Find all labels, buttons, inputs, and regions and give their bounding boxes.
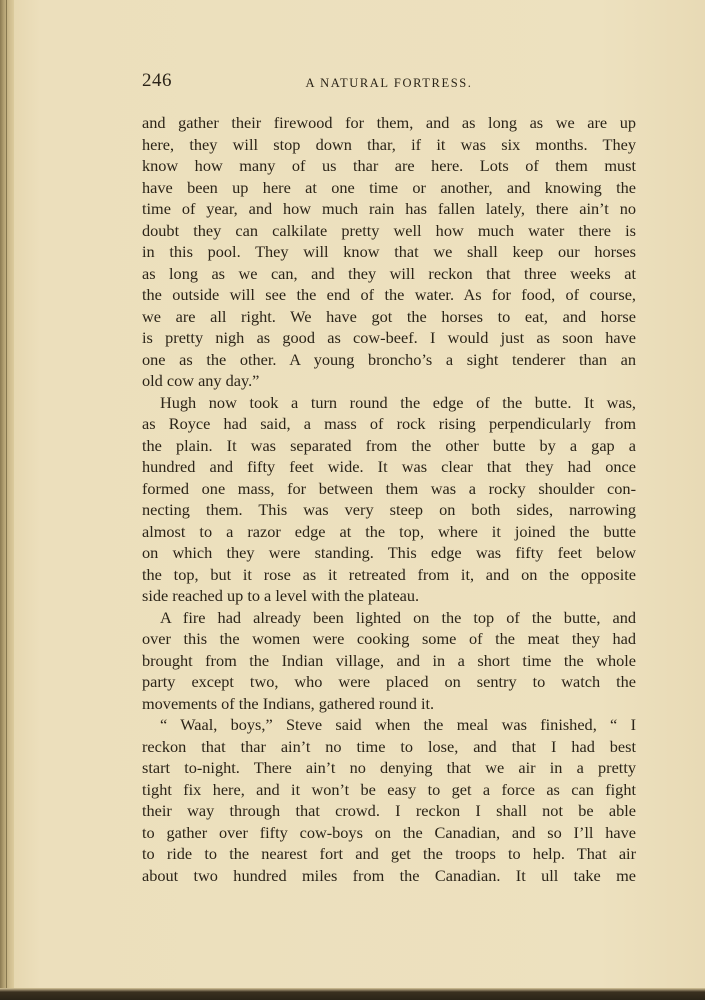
text-line: necting them. This was very steep on both sides, narrowing bbox=[142, 500, 636, 519]
text-line: we are all right. We have got the horses to eat, and horse bbox=[142, 306, 636, 326]
text-line: one as the other. A young broncho’s a sight tenderer than an bbox=[142, 349, 636, 369]
text-line: in this pool. They will know that we shall keep our horses bbox=[142, 242, 636, 261]
text-line: Hugh now took a turn round the edge of the butte. It was, bbox=[160, 392, 636, 412]
text-line: time of year, and how much rain has fallen lately, there ain’t no bbox=[142, 199, 636, 218]
text-line: brought from the Indian village, and in a short time the whole bbox=[142, 650, 636, 670]
text-line: as Royce had said, a mass of rock rising perpendicularly from bbox=[142, 414, 636, 433]
text-line: the plain. It was separated from the other butte by a gap a bbox=[142, 435, 636, 455]
text-line: doubt they can calkilate pretty well how much water there is bbox=[142, 220, 636, 240]
text-line: to ride to the nearest fort and get the troops to help. That air bbox=[142, 844, 636, 863]
text-line: their way through that crowd. I reckon I shall not be able bbox=[142, 801, 636, 820]
text-line: movements of the Indians, gathered round it. bbox=[142, 693, 435, 713]
text-line: have been up here at one time or another, and knowing the bbox=[142, 177, 636, 197]
text-line: and gather their firewood for them, and as long as we are up bbox=[142, 113, 636, 132]
text-line: party except two, who were placed on sentry to watch the bbox=[142, 672, 636, 691]
page-binding-edge bbox=[0, 0, 14, 1000]
text-line: formed one mass, for between them was a rocky shoulder con- bbox=[142, 478, 636, 498]
text-line: almost to a razor edge at the top, where it joined the butte bbox=[142, 521, 636, 541]
chapter-header-title: A NATURAL FORTRESS. bbox=[305, 76, 473, 90]
page-number: 246 bbox=[142, 70, 172, 91]
text-line: the outside will see the end of the water. As for food, of course, bbox=[142, 285, 636, 304]
text-line: the top, but it rose as it retreated from it, and on the opposite bbox=[142, 564, 636, 584]
text-line: as long as we can, and they will reckon that three weeks at bbox=[142, 263, 636, 283]
body-text bbox=[142, 112, 636, 886]
text-line: “ Waal, boys,” Steve said when the meal was finished, “ I bbox=[160, 715, 636, 734]
page-bottom-edge bbox=[0, 988, 705, 1000]
text-line: to gather over fifty cow-boys on the Canadian, and so I’ll have bbox=[142, 822, 636, 842]
text-line: about two hundred miles from the Canadian. It ull take me bbox=[142, 865, 636, 885]
text-line: side reached up to a level with the plateau. bbox=[142, 586, 420, 605]
text-line: here, they will stop down thar, if it was six months. They bbox=[142, 134, 636, 154]
text-line: know how many of us thar are here. Lots of them must bbox=[142, 156, 636, 175]
binding-line bbox=[6, 0, 7, 1000]
running-head bbox=[142, 70, 636, 96]
text-line: start to-night. There ain’t no denying that we air in a pretty bbox=[142, 758, 636, 777]
text-line: A fire had already been lighted on the top of the butte, and bbox=[160, 607, 636, 627]
text-line: on which they were standing. This edge was fifty feet below bbox=[142, 543, 636, 562]
text-line: over this the women were cooking some of the meat they had bbox=[142, 629, 636, 648]
text-line: old cow any day.” bbox=[142, 371, 260, 390]
text-line: reckon that thar ain’t no time to lose, and that I had best bbox=[142, 736, 636, 756]
text-line: tight fix here, and it won’t be easy to get a force as can fight bbox=[142, 779, 636, 799]
text-line: is pretty nigh as good as cow-beef. I would just as soon have bbox=[142, 328, 636, 347]
text-line: hundred and fifty feet wide. It was clear that they had once bbox=[142, 457, 636, 476]
